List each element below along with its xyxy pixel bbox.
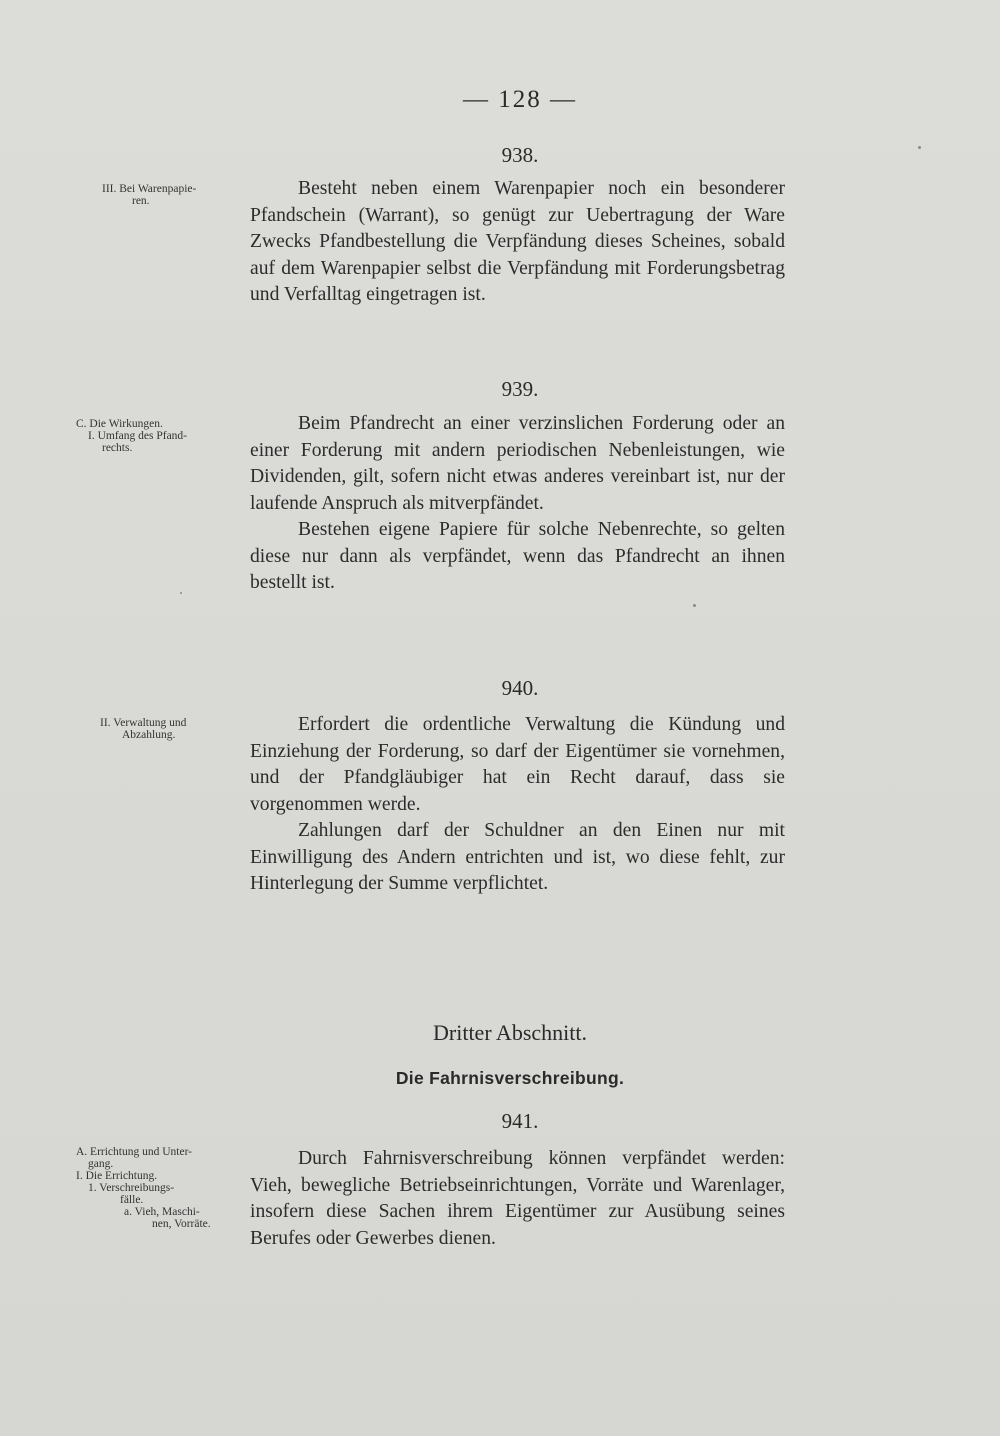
section-subtitle: Die Fahrnisverschreibung. — [395, 1068, 625, 1088]
margin-note-938 — [102, 183, 272, 207]
margin-line: II. Verwaltung und — [100, 717, 187, 729]
margin-line: gang. — [88, 1158, 114, 1170]
margin-line: Abzahlung. — [122, 729, 176, 741]
paragraph: Beim Pfandrecht an einer verzinslichen Forderung oder an einer Forderung mit andern periodischen Nebenleistungen, wie Dividenden, gilt, sofern nicht etwas anderes vereinbart ist, nur der laufende Anspruch als mitverpfändet. — [250, 413, 785, 514]
article-number-940: 940. — [501, 676, 539, 700]
margin-note-939 — [76, 418, 246, 454]
article-body-938 — [250, 176, 785, 309]
paragraph: Besteht neben einem Warenpapier noch ein besonderer Pfandschein (Warrant), so genügt zur Uebertragung der Ware Zwecks Pfandbestellung die Verpfändung dieses Scheines, sobald auf dem Warenpapier selbst die Verpfändung mit Forderungsbetrag und Verfalltag eingetragen ist. — [250, 178, 785, 305]
page-number: — 128 — — [463, 86, 577, 113]
paragraph: Zahlungen darf der Schuldner an den Einen nur mit Einwilligung des Andern entrichten und ist, wo diese fehlt, zur Hinterlegung der Summe verpflichtet. — [250, 820, 785, 894]
article-number-939: 939. — [501, 377, 539, 401]
article-body-941 — [250, 1146, 785, 1252]
scan-speck — [180, 592, 182, 594]
margin-line: C. Die Wirkungen. — [76, 418, 163, 430]
margin-line: nen, Vorräte. — [152, 1218, 211, 1230]
margin-line: rechts. — [102, 442, 133, 454]
paragraph: Bestehen eigene Papiere für solche Nebenrechte, so gelten diese nur dann als verpfändet, wenn das Pfandrecht an ihnen bestellt ist. — [250, 519, 785, 593]
margin-line: 1. Verschreibungs- — [88, 1182, 175, 1194]
margin-line: a. Vieh, Maschi- — [124, 1206, 200, 1218]
scan-speck — [918, 146, 921, 149]
margin-line: III. Bei Warenpapie- — [102, 183, 197, 195]
article-number-941: 941. — [501, 1109, 539, 1133]
scan-speck — [693, 604, 696, 607]
paragraph: Durch Fahrnisverschreibung können verpfändet werden: Vieh, bewegliche Betriebseinrichtungen, Vorräte und Warenlager, insofern diese Sachen ihrem Eigentümer zur Ausübung seines Berufes oder Gewerbes dienen. — [250, 1148, 785, 1249]
margin-line: I. Umfang des Pfand- — [88, 430, 188, 442]
margin-line: ren. — [132, 195, 150, 207]
article-number-938: 938. — [501, 143, 539, 167]
margin-line: A. Errichtung und Unter- — [76, 1146, 193, 1158]
margin-note-940 — [100, 717, 270, 741]
margin-line: I. Die Errichtung. — [76, 1170, 158, 1182]
article-body-940 — [250, 712, 785, 898]
margin-note-941 — [76, 1146, 246, 1230]
paragraph: Erfordert die ordentliche Verwaltung die Kündung und Einziehung der Forderung, so darf der Eigentümer sie vornehmen, und der Pfandgläubiger hat ein Recht darauf, dass sie vorgenommen werde. — [250, 714, 785, 815]
section-title: Dritter Abschnitt. — [433, 1020, 587, 1045]
margin-line: fälle. — [120, 1194, 144, 1206]
article-body-939 — [250, 411, 785, 597]
